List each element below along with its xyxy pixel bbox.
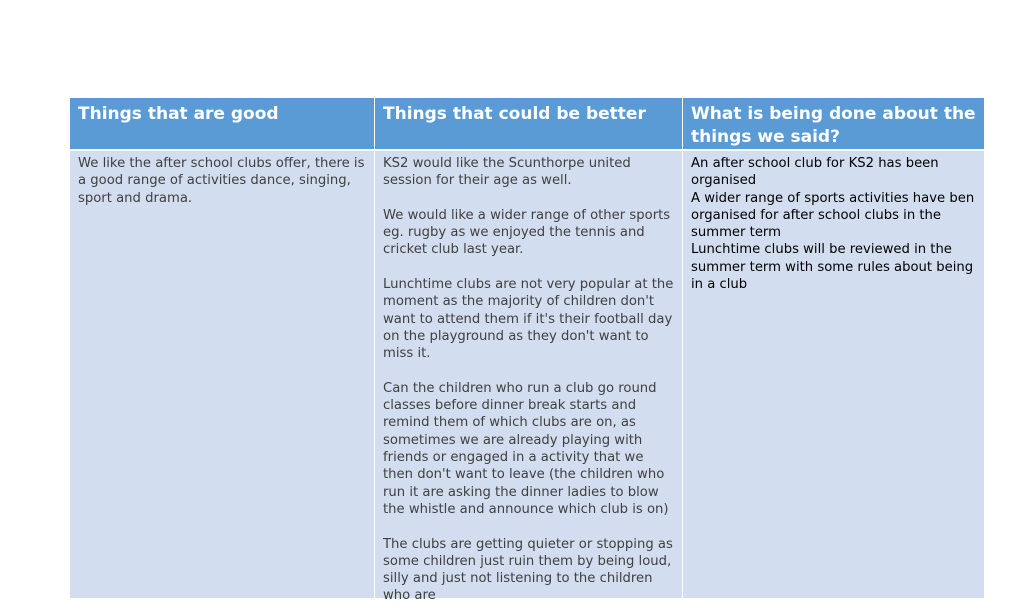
done-item: An after school club for KS2 has been organised xyxy=(691,156,939,189)
cell-done xyxy=(683,151,984,598)
cell-better xyxy=(375,151,682,604)
feedback-table xyxy=(70,98,984,604)
column-done xyxy=(683,98,984,598)
done-item: Lunchtime clubs will be reviewed in the summer term with some rules about being in a club xyxy=(691,242,974,293)
better-item: KS2 would like the Scunthorpe united session for their age as well. xyxy=(383,156,631,189)
better-item: Can the children who run a club go round classes before dinner break starts and remind them of which clubs are on, as sometimes we are already playing with friends or engaged in a activity that we then don't want to leave (the children who run it are asking the dinner ladies to blow the whistle and announce which club is on) xyxy=(383,380,669,517)
header-good: Things that are good xyxy=(70,98,374,151)
cell-good xyxy=(70,151,374,598)
better-item: Lunchtime clubs are not very popular at the moment as the majority of children don't want to attend them if it's their football day on the playground as they don't want to miss it. xyxy=(383,277,674,362)
better-item: We would like a wider range of other sports eg. rugby as we enjoyed the tennis and cricket club last year. xyxy=(383,207,671,258)
column-better xyxy=(375,98,682,604)
done-item: A wider range of sports activities have ben organised for after school clubs in the summer term xyxy=(691,190,975,241)
good-item: We like the after school clubs offer, there is a good range of activities dance, singing, sport and drama. xyxy=(78,156,365,206)
column-good xyxy=(70,98,374,598)
header-done: What is being done about the things we said? xyxy=(683,98,984,151)
better-item: The clubs are getting quieter or stopping as some children just ruin them by being loud, silly and just not listening to the children who are xyxy=(383,536,673,604)
header-better: Things that could be better xyxy=(375,98,682,151)
